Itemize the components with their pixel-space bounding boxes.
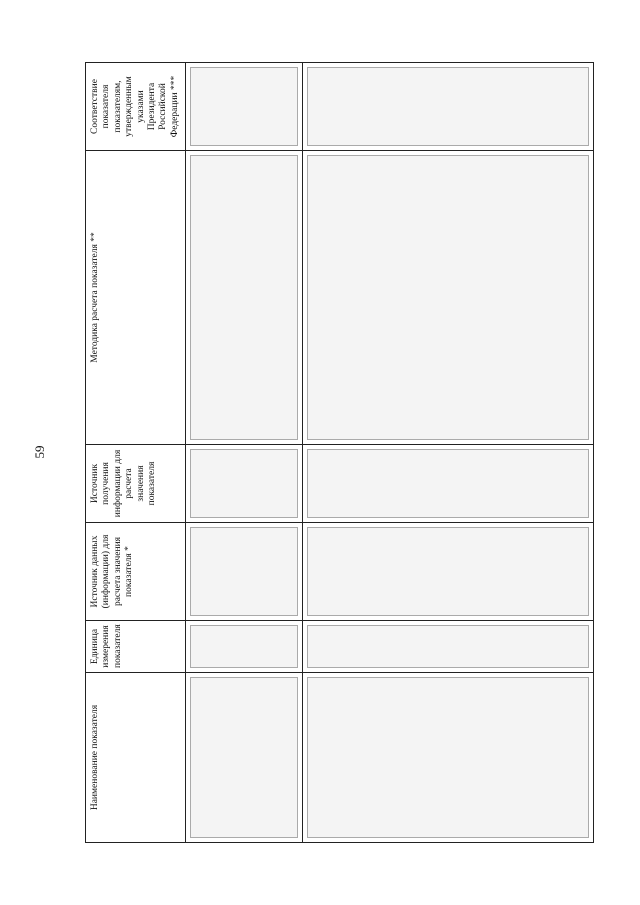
- header-unit: Единица измерения показателя: [86, 621, 186, 673]
- header-method: Методика расчета показателя **: [86, 151, 186, 445]
- indicator-table: [85, 62, 594, 843]
- cell-placeholder: [186, 523, 303, 621]
- cell-placeholder: [186, 621, 303, 673]
- cell-placeholder: [186, 445, 303, 523]
- cell-placeholder: [303, 151, 594, 445]
- cell-placeholder: [303, 621, 594, 673]
- header-info-source: Источник получения информации для расчета значения показателя: [86, 445, 186, 523]
- cell-placeholder: [186, 151, 303, 445]
- page-number: 59: [32, 445, 47, 459]
- cell-placeholder: [303, 523, 594, 621]
- header-data-source: Источник данных (информации) для расчета значения показателя *: [86, 523, 186, 621]
- cell-placeholder: [303, 673, 594, 843]
- cell-placeholder: [186, 63, 303, 151]
- cell-placeholder: [186, 673, 303, 843]
- header-name: Наименование показателя: [86, 673, 186, 843]
- header-row: [86, 63, 186, 843]
- table-row: [303, 63, 594, 843]
- header-decree: Соответствие показателя показателям, утвержденным указами Президента Российской Федерации ***: [86, 63, 186, 151]
- rotated-table-wrapper: [85, 63, 579, 843]
- cell-placeholder: [303, 445, 594, 523]
- table-row: [186, 63, 303, 843]
- cell-placeholder: [303, 63, 594, 151]
